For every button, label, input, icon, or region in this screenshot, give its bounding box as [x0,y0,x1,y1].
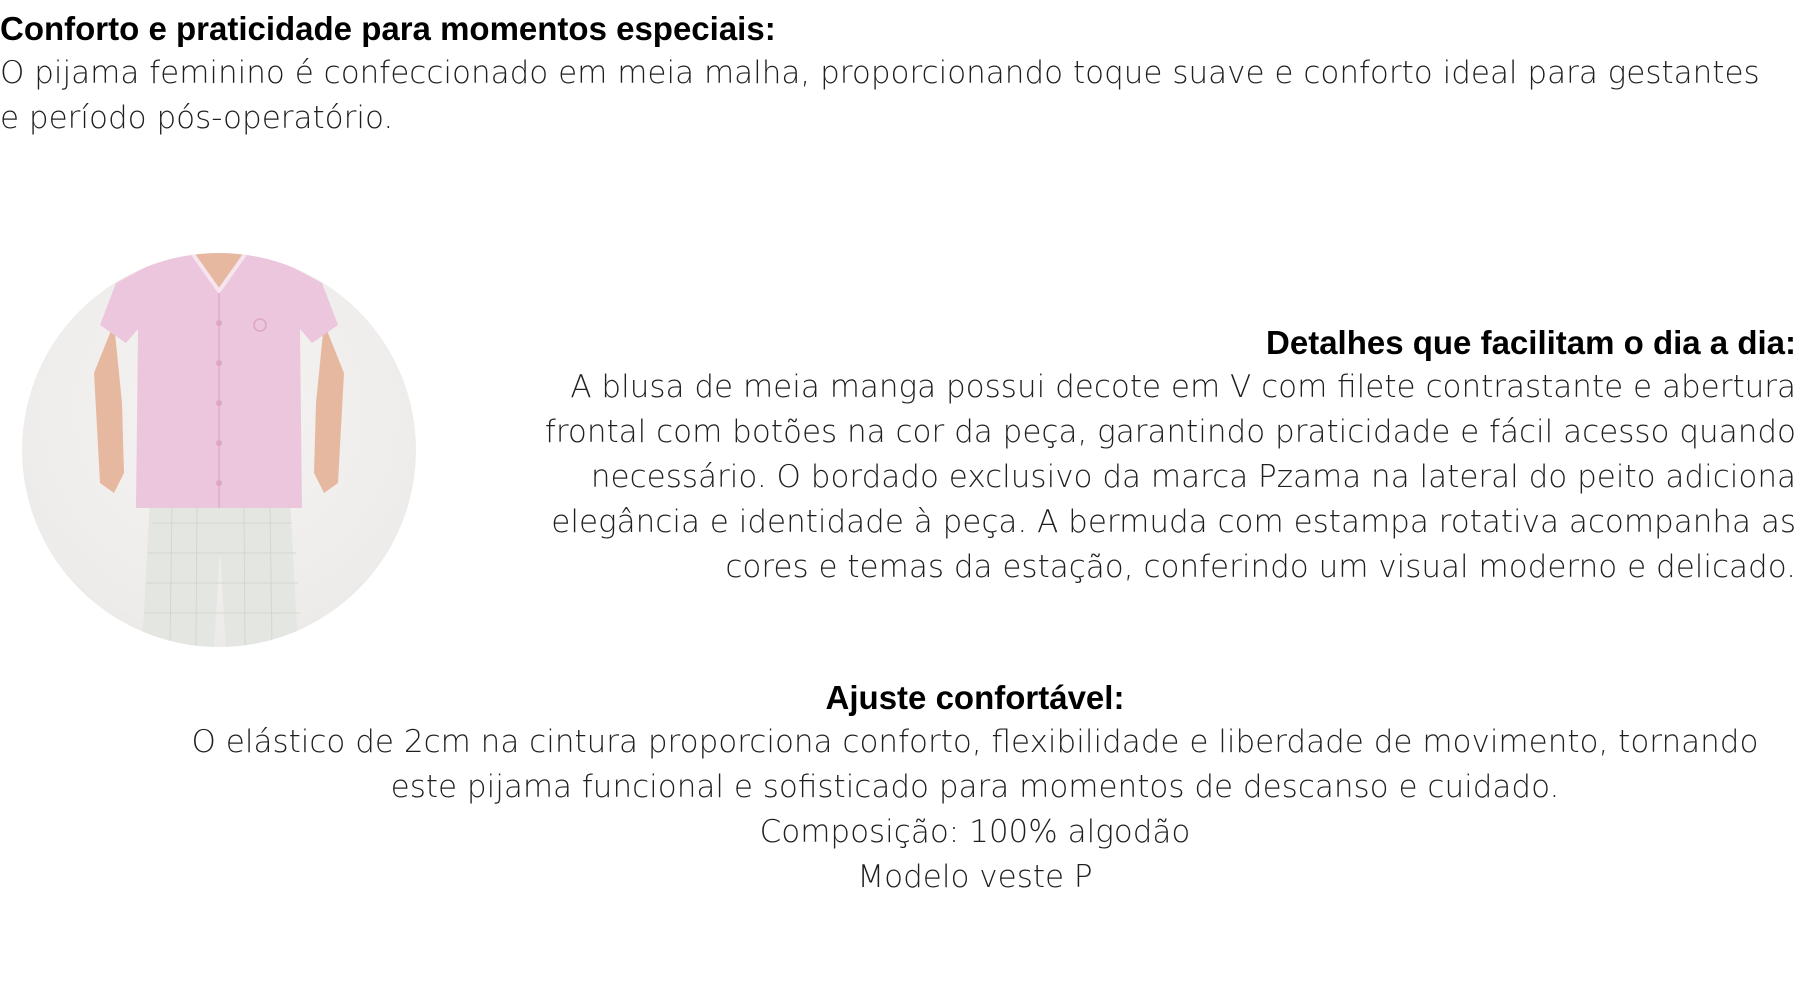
composition-text: Composição: 100% algodão [759,814,1191,850]
details-heading: Detalhes que facilitam o dia a dia: [1266,324,1796,361]
intro-section [0,6,1760,141]
adjust-text: O elástico de 2cm na cintura proporciona conforto, flexibilidade e liberdade de movimento, tornando este pijama funcional e sofisticado para momentos de descanso e cuidado. [191,724,1759,805]
intro-heading: Conforto e praticidade para momentos especiais: [0,10,776,47]
details-text: A blusa de meia manga possui decote em V com filete contrastante e abertura frontal com botões na cor da peça, garantindo praticidade e fácil acesso quando necessário. O bordado exclusivo da marca Pzama na lateral do peito adiciona elegância e identidade à peça. A bermuda com estampa rotativa acompanha as cores e temas da estação, conferindo um visual moderno e delicado. [544,369,1796,585]
adjust-heading: Ajuste confortável: [825,679,1125,716]
adjust-section [180,675,1770,900]
details-section [466,320,1796,590]
intro-text: O pijama feminino é confeccionado em meia malha, proporcionando toque suave e conforto ideal para gestantes e período pós-operatório. [0,55,1760,136]
model-size-text: Modelo veste P [857,859,1093,895]
product-photo [22,253,416,647]
